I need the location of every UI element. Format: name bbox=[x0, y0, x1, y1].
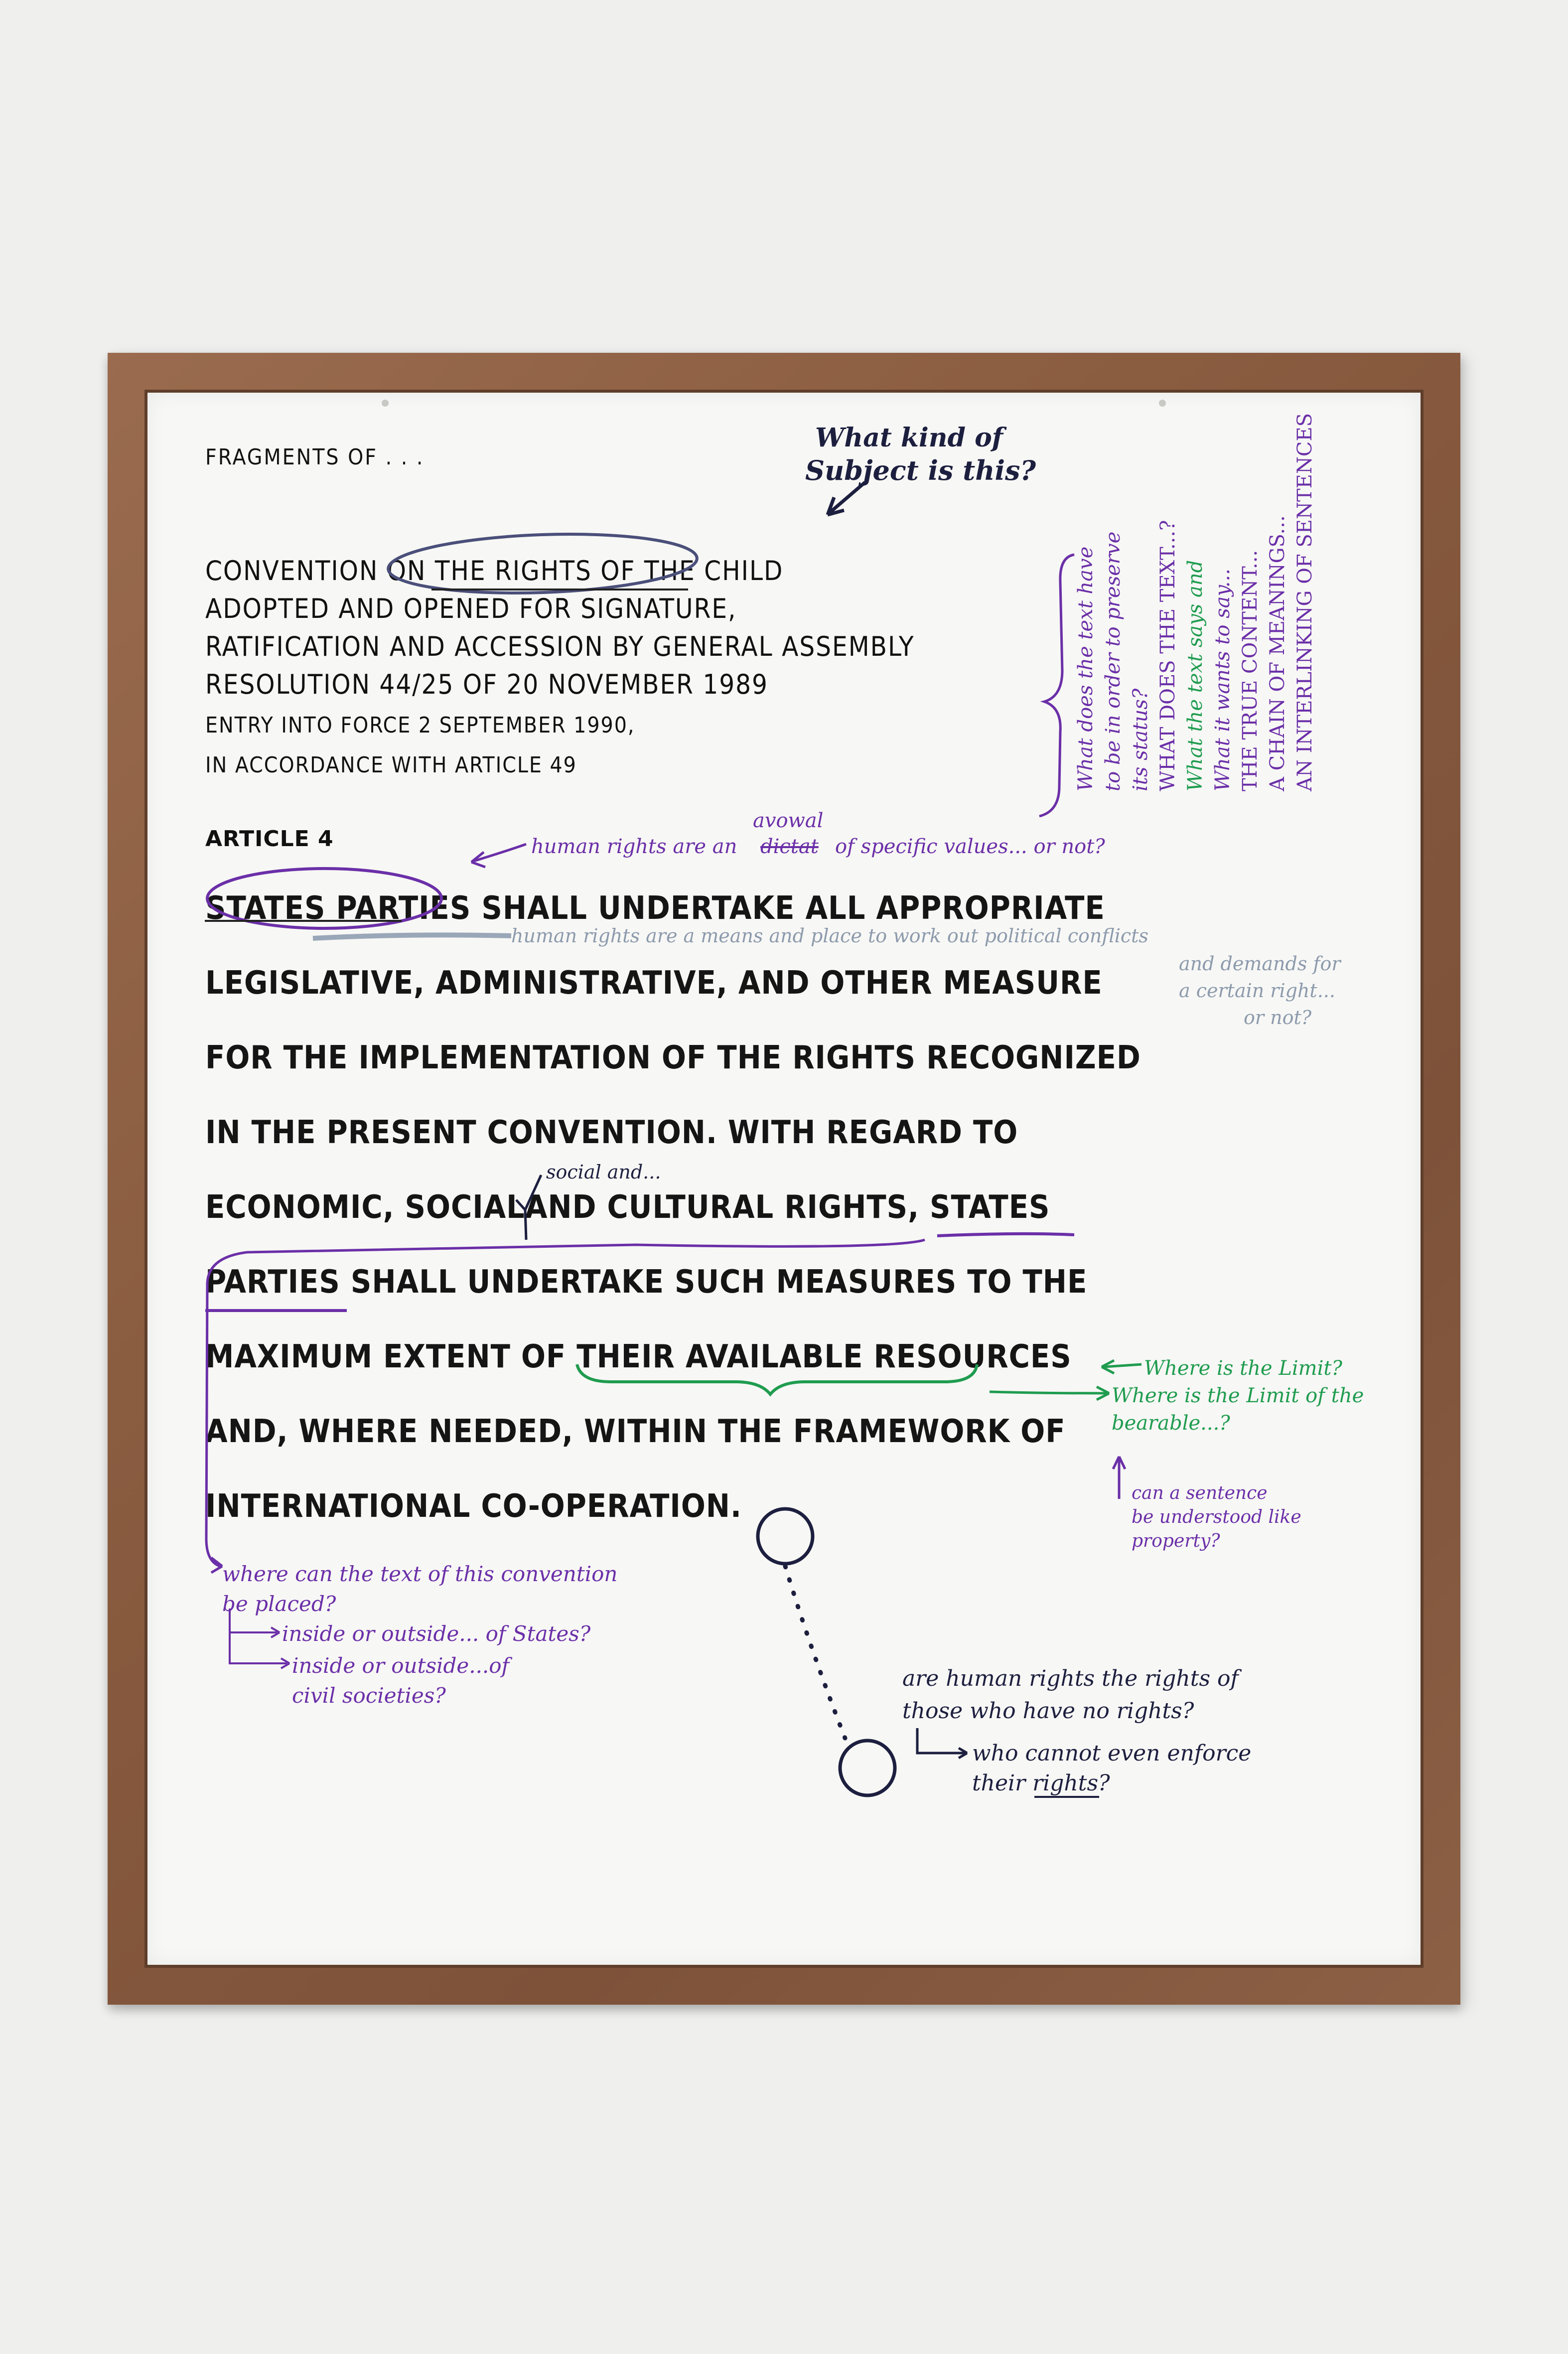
title-line: RATIFICATION AND ACCESSION BY GENERAL ASSEMBLY bbox=[205, 631, 915, 662]
header-fragments: FRAGMENTS OF . . . bbox=[205, 444, 425, 470]
vertical-note: WHAT DOES THE TEXT...? bbox=[1156, 520, 1179, 791]
note-sentence: be understood like bbox=[1132, 1507, 1301, 1527]
body-line: AND, WHERE NEEDED, WITHIN THE FRAMEWORK OF bbox=[205, 1413, 1066, 1450]
body-line: ECONOMIC, SOCIALAND CULTURAL RIGHTS, STATES bbox=[205, 1189, 1050, 1226]
note-placed: inside or outside...of bbox=[292, 1653, 510, 1678]
note-subject-line2: Subject is this? bbox=[805, 454, 1036, 486]
note-social-and: social and... bbox=[546, 1161, 661, 1183]
body-line: LEGISLATIVE, ADMINISTRATIVE, AND OTHER MEASURE bbox=[205, 965, 1103, 1002]
brace-resources bbox=[577, 1364, 977, 1394]
picture-frame bbox=[108, 353, 1460, 2005]
note-avowal: avowal bbox=[753, 809, 824, 832]
note-grey-line: a certain right... bbox=[1179, 980, 1335, 1002]
arrow-subject bbox=[830, 482, 865, 512]
note-limit: Where is the Limit? bbox=[1144, 1357, 1342, 1380]
vertical-note: THE TRUE CONTENT... bbox=[1239, 550, 1262, 791]
title-line: RESOLUTION 44/25 OF 20 NOVEMBER 1989 bbox=[205, 669, 768, 700]
vertical-note: What it wants to say... bbox=[1211, 569, 1234, 791]
note-limit: bearable...? bbox=[1112, 1412, 1230, 1435]
vertical-note: to be in order to preserve bbox=[1102, 531, 1125, 791]
body-line: FOR THE IMPLEMENTATION OF THE RIGHTS RECOGNIZED bbox=[205, 1039, 1141, 1076]
note-grey-line: human rights are a means and place to work out political conflicts bbox=[511, 925, 1148, 947]
vertical-note: its status? bbox=[1129, 688, 1152, 791]
brace-title bbox=[1039, 555, 1074, 816]
note-human-rights: are human rights the rights of bbox=[902, 1666, 1239, 1691]
caret-social bbox=[516, 1175, 541, 1240]
note-human-rights-b: of specific values... or not? bbox=[835, 835, 1105, 858]
bracket-states-parties bbox=[206, 1240, 925, 1566]
paper-sheet bbox=[147, 393, 1421, 1965]
dotted-line bbox=[785, 1566, 845, 1738]
article-heading: ARTICLE 4 bbox=[205, 826, 334, 852]
ellipse-states-parties bbox=[207, 869, 441, 928]
title-line: ADOPTED AND OPENED FOR SIGNATURE, bbox=[205, 593, 737, 624]
pen-strokes bbox=[147, 393, 1421, 1965]
note-human-rights: those who have no rights? bbox=[902, 1698, 1194, 1724]
vertical-note: What the text says and bbox=[1184, 560, 1207, 791]
underline-states bbox=[937, 1234, 1074, 1236]
note-human-rights: their rights? bbox=[972, 1770, 1110, 1796]
note-placed: where can the text of this convention bbox=[222, 1562, 618, 1586]
note-placed: be placed? bbox=[222, 1592, 336, 1616]
arrow-enforce bbox=[917, 1728, 965, 1753]
note-limit: Where is the Limit of the bbox=[1112, 1384, 1364, 1407]
body-line: MAXIMUM EXTENT OF THEIR AVAILABLE RESOURCES bbox=[205, 1338, 1072, 1375]
body-line: STATES PARTIES SHALL UNDERTAKE ALL APPROPRIATE bbox=[205, 890, 1105, 927]
arrow-bearable bbox=[990, 1392, 1107, 1393]
note-sentence: can a sentence bbox=[1132, 1483, 1268, 1503]
note-sentence: property? bbox=[1132, 1531, 1220, 1551]
vertical-note: AN INTERLINKING OF SENTENCES bbox=[1293, 413, 1316, 791]
vertical-note: A CHAIN OF MEANINGS... bbox=[1266, 515, 1289, 791]
note-placed: inside or outside... of States? bbox=[282, 1621, 591, 1646]
entry-line: IN ACCORDANCE WITH ARTICLE 49 bbox=[205, 752, 577, 778]
arrow-limit bbox=[1104, 1364, 1141, 1367]
arrow-placed-civil bbox=[230, 1632, 287, 1663]
note-struck-word: dictat bbox=[760, 835, 819, 858]
body-line: INTERNATIONAL CO-OPERATION. bbox=[205, 1488, 742, 1525]
body-line: PARTIES SHALL UNDERTAKE SUCH MEASURES TO THE bbox=[205, 1264, 1088, 1301]
note-grey-line: or not? bbox=[1244, 1007, 1312, 1029]
circle-end bbox=[840, 1741, 895, 1795]
note-subject-line1: What kind of bbox=[815, 423, 1003, 453]
vertical-note: What does the text have bbox=[1074, 546, 1097, 791]
note-human-rights: who cannot even enforce bbox=[972, 1741, 1252, 1766]
note-placed: civil societies? bbox=[292, 1683, 446, 1708]
ellipse-rights-of-child bbox=[387, 529, 698, 598]
body-line: IN THE PRESENT CONVENTION. WITH REGARD TO bbox=[205, 1114, 1018, 1151]
arrow-placed-states bbox=[230, 1609, 277, 1632]
grey-marker-line bbox=[313, 935, 511, 938]
note-grey-line: and demands for bbox=[1179, 953, 1341, 975]
title-line: CONVENTION ON THE RIGHTS OF THE CHILD bbox=[205, 555, 784, 587]
note-human-rights-a: human rights are an bbox=[531, 835, 737, 858]
entry-line: ENTRY INTO FORCE 2 SEPTEMBER 1990, bbox=[205, 713, 635, 738]
circle-period bbox=[758, 1509, 813, 1564]
